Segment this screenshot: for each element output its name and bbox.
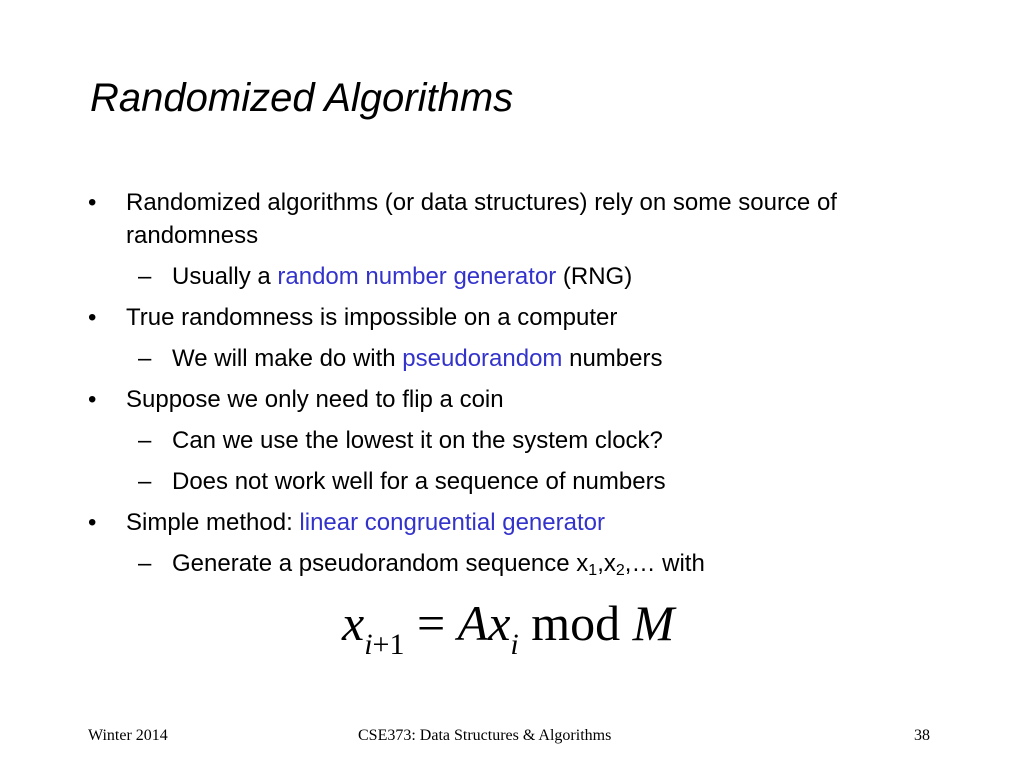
formula-coefficient: Ax <box>457 595 511 651</box>
dash-marker: – <box>138 427 152 454</box>
highlight-term: pseudorandom <box>402 345 563 372</box>
dash-marker: – <box>138 263 152 290</box>
footer-course-title: CSE373: Data Structures & Algorithms <box>358 727 612 744</box>
sub-bullet-text: ,x <box>597 550 616 577</box>
sub-bullet-text: We will make do with <box>172 345 403 372</box>
sub-bullet-text: Can we use the lowest it on the system clock? <box>172 427 663 454</box>
slide-content <box>0 186 1024 588</box>
bullet-item <box>0 186 946 252</box>
formula-modulus: M <box>632 595 675 651</box>
page-number: 38 <box>914 727 930 744</box>
highlight-term: random number generator <box>277 263 557 290</box>
formula-mod-operator: mod <box>518 595 633 651</box>
sub-bullet-item <box>0 260 952 293</box>
bullet-marker: • <box>88 386 97 413</box>
bullet-text: True randomness is impossible on a computer <box>126 304 618 331</box>
highlight-term: linear congruential generator <box>299 509 605 536</box>
bullet-text: Randomized algorithms (or data structures) rely on some source of randomness <box>126 189 837 249</box>
formula-lhs-subscript <box>364 628 404 661</box>
bullet-marker: • <box>88 189 97 216</box>
lcg-formula <box>342 595 675 661</box>
sub-bullet-text: Does not work well for a sequence of numbers <box>172 468 666 495</box>
bullet-item <box>0 506 946 539</box>
formula-lhs-subscript-plus-one: +1 <box>372 628 405 661</box>
sub-bullet-text: numbers <box>562 345 663 372</box>
bullet-item <box>0 383 946 416</box>
dash-marker: – <box>138 550 152 577</box>
sub-bullet-item <box>0 424 952 457</box>
bullet-text: Simple method: <box>126 509 300 536</box>
subscript: 1 <box>588 562 598 579</box>
sub-bullet-text: ,… with <box>624 550 705 577</box>
formula-equals: = <box>404 595 458 651</box>
footer-date: Winter 2014 <box>88 727 168 744</box>
formula-rhs-subscript: i <box>510 628 519 661</box>
sub-bullet-item <box>0 342 952 375</box>
bullet-text: Suppose we only need to flip a coin <box>126 386 504 413</box>
bullet-item <box>0 301 946 334</box>
subscript: 2 <box>615 562 625 579</box>
bullet-marker: • <box>88 509 97 536</box>
sub-bullet-item <box>0 465 952 498</box>
sub-bullet-text: Generate a pseudorandom sequence x <box>172 550 589 577</box>
sub-bullet-item <box>0 547 952 580</box>
sub-bullet-text: Usually a <box>172 263 278 290</box>
formula-lhs-var: x <box>342 595 365 651</box>
slide-title: Randomized Algorithms <box>90 76 514 120</box>
dash-marker: – <box>138 468 152 495</box>
bullet-marker: • <box>88 304 97 331</box>
formula-lhs-subscript-i: i <box>364 628 373 661</box>
dash-marker: – <box>138 345 152 372</box>
sub-bullet-text: (RNG) <box>556 263 633 290</box>
